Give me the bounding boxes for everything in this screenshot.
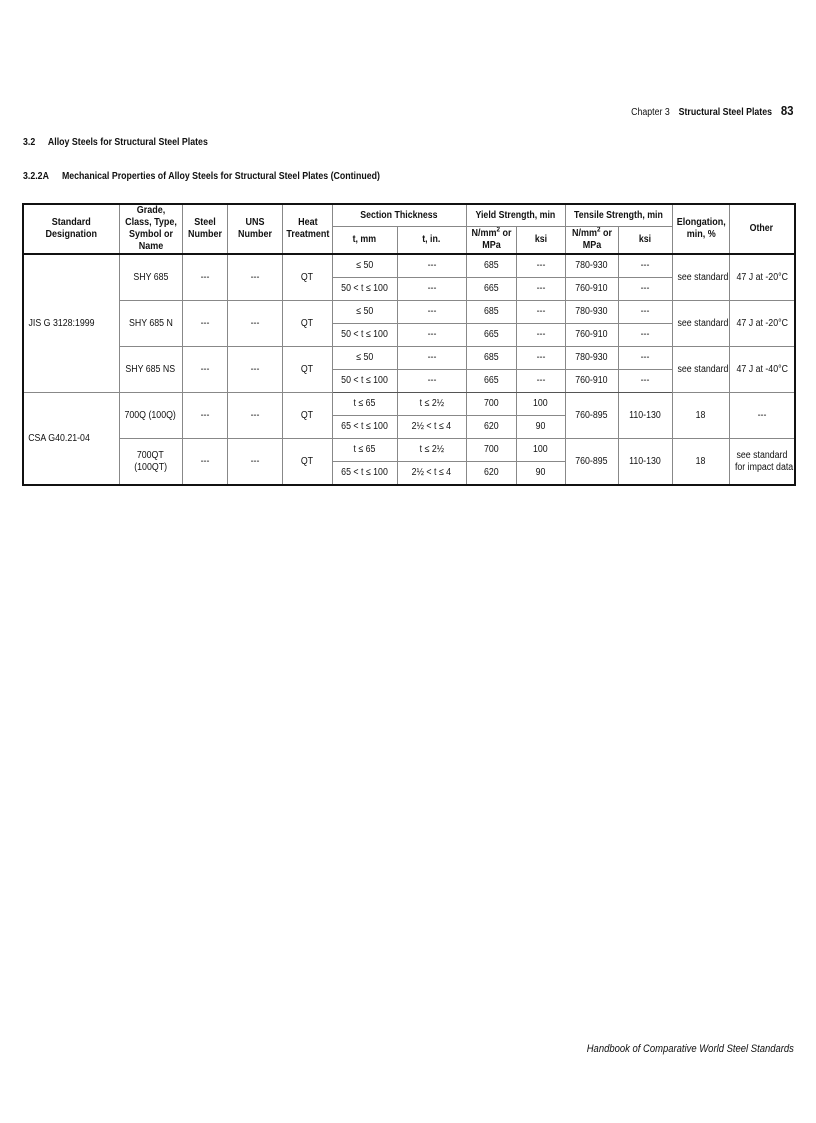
header-standard: Standard Designation [23,204,119,254]
uns-cell: --- [227,301,282,347]
running-head [632,103,794,118]
mechanical-properties-table [22,203,796,486]
tensile-ksi-cell: --- [618,324,672,347]
tensile-mpa-cell: 760-895 [565,393,618,439]
steel-number-cell: --- [182,439,227,486]
elongation-cell: see standard [672,347,729,393]
other-cell: 47 J at -40°C [729,347,795,393]
uns-cell: --- [227,254,282,301]
header-elongation: Elongation, min, % [672,204,729,254]
header-grade: Grade, Class, Type, Symbol or Name [119,204,182,254]
yield-ksi-cell: 100 [516,439,565,462]
t-in-cell: t ≤ 2½ [397,439,466,462]
tensile-ksi-cell: --- [618,347,672,370]
yield-mpa-cell: 665 [466,370,516,393]
header-tensile-mpa: $N/mm^2$ or MPa [565,227,618,255]
elongation-cell: see standard [672,301,729,347]
yield-mpa-cell: 685 [466,254,516,278]
grade-cell: 700Q (100Q) [119,393,182,439]
tensile-ksi-cell: --- [618,278,672,301]
yield-ksi-cell: --- [516,254,565,278]
yield-ksi-cell: 90 [516,416,565,439]
header-t-in: t, in. [397,227,466,255]
t-in-cell: --- [397,278,466,301]
t-in-cell: --- [397,324,466,347]
yield-mpa-cell: 685 [466,301,516,324]
header-uns-number: UNS Number [227,204,282,254]
standard-designation: JIS G 3128:1999 [23,254,119,393]
yield-ksi-cell: 90 [516,462,565,486]
t-mm-cell: t ≤ 65 [332,439,397,462]
tensile-ksi-cell: --- [618,301,672,324]
t-mm-cell: t ≤ 65 [332,393,397,416]
tensile-mpa-cell: 780-930 [565,301,618,324]
uns-cell: --- [227,347,282,393]
heat-cell: QT [282,254,332,301]
running-head-title: Structural Steel Plates [679,107,773,118]
header-steel-number: Steel Number [182,204,227,254]
t-in-cell: --- [397,301,466,324]
grade-cell: SHY 685 [119,254,182,301]
uns-cell: --- [227,439,282,486]
page-footer: Handbook of Comparative World Steel Standards [586,1043,794,1055]
tensile-mpa-cell: 780-930 [565,254,618,278]
header-tensile-ksi: ksi [618,227,672,255]
standard-designation: CSA G40.21-04 [23,393,119,486]
tensile-mpa-cell: 760-895 [565,439,618,486]
t-in-cell: --- [397,347,466,370]
yield-ksi-cell: --- [516,301,565,324]
table-header [23,204,795,254]
heat-cell: QT [282,393,332,439]
header-tensile-strength: Tensile Strength, min [565,204,672,227]
yield-ksi-cell: --- [516,347,565,370]
yield-mpa-cell: 620 [466,462,516,486]
other-cell: see standard for impact data [729,439,795,486]
tensile-mpa-cell: 760-910 [565,370,618,393]
yield-ksi-cell: --- [516,278,565,301]
other-cell: --- [729,393,795,439]
yield-ksi-cell: 100 [516,393,565,416]
heat-cell: QT [282,347,332,393]
t-in-cell: 2½ < t ≤ 4 [397,416,466,439]
t-mm-cell: ≤ 50 [332,254,397,278]
page-number: 83 [781,103,794,118]
grade-cell: 700QT (100QT) [119,439,182,486]
t-in-cell: --- [397,254,466,278]
tensile-ksi-cell: --- [618,254,672,278]
t-in-cell: --- [397,370,466,393]
elongation-cell: see standard [672,254,729,301]
t-mm-cell: ≤ 50 [332,301,397,324]
tensile-mpa-cell: 780-930 [565,347,618,370]
t-mm-cell: 65 < t ≤ 100 [332,462,397,486]
tensile-ksi-cell: 110-130 [618,393,672,439]
table-caption-title: Mechanical Properties of Alloy Steels for Structural Steel Plates (Continued) [61,171,380,182]
csa-group [23,393,795,486]
header-heat-treatment: Heat Treatment [282,204,332,254]
elongation-cell: 18 [672,393,729,439]
t-mm-cell: 50 < t ≤ 100 [332,370,397,393]
t-mm-cell: 50 < t ≤ 100 [332,278,397,301]
yield-mpa-cell: 685 [466,347,516,370]
header-t-mm: t, mm [332,227,397,255]
running-head-chapter: Chapter 3 [631,107,671,118]
elongation-cell: 18 [672,439,729,486]
table-row [23,301,795,324]
header-section-thickness: Section Thickness [332,204,466,227]
table-caption [23,171,380,182]
tensile-ksi-cell: --- [618,370,672,393]
uns-cell: --- [227,393,282,439]
section-title: Alloy Steels for Structural Steel Plates [47,137,208,148]
steel-number-cell: --- [182,393,227,439]
table-caption-number: 3.2.2A [23,171,49,182]
grade-cell: SHY 685 NS [119,347,182,393]
table-row [23,254,795,278]
yield-mpa-cell: 620 [466,416,516,439]
tensile-ksi-cell: 110-130 [618,439,672,486]
yield-ksi-cell: --- [516,370,565,393]
header-yield-mpa: $N/mm^2$ or MPa [466,227,516,255]
table-row [23,347,795,370]
steel-number-cell: --- [182,254,227,301]
t-in-cell: t ≤ 2½ [397,393,466,416]
grade-cell: SHY 685 N [119,301,182,347]
yield-mpa-cell: 700 [466,439,516,462]
tensile-mpa-cell: 760-910 [565,278,618,301]
header-yield-ksi: ksi [516,227,565,255]
other-cell: 47 J at -20°C [729,301,795,347]
yield-mpa-cell: 665 [466,324,516,347]
section-number: 3.2 [23,137,36,148]
steel-number-cell: --- [182,301,227,347]
yield-ksi-cell: --- [516,324,565,347]
tensile-mpa-cell: 760-910 [565,324,618,347]
header-yield-strength: Yield Strength, min [466,204,565,227]
jis-group [23,254,795,393]
header-other: Other [729,204,795,254]
steel-number-cell: --- [182,347,227,393]
t-mm-cell: 50 < t ≤ 100 [332,324,397,347]
other-cell: 47 J at -20°C [729,254,795,301]
heat-cell: QT [282,439,332,486]
t-mm-cell: 65 < t ≤ 100 [332,416,397,439]
t-in-cell: 2½ < t ≤ 4 [397,462,466,486]
yield-mpa-cell: 665 [466,278,516,301]
section-heading [23,137,208,148]
yield-mpa-cell: 700 [466,393,516,416]
table-row [23,393,795,416]
properties-table-wrapper [22,203,794,486]
t-mm-cell: ≤ 50 [332,347,397,370]
table-row [23,439,795,462]
heat-cell: QT [282,301,332,347]
